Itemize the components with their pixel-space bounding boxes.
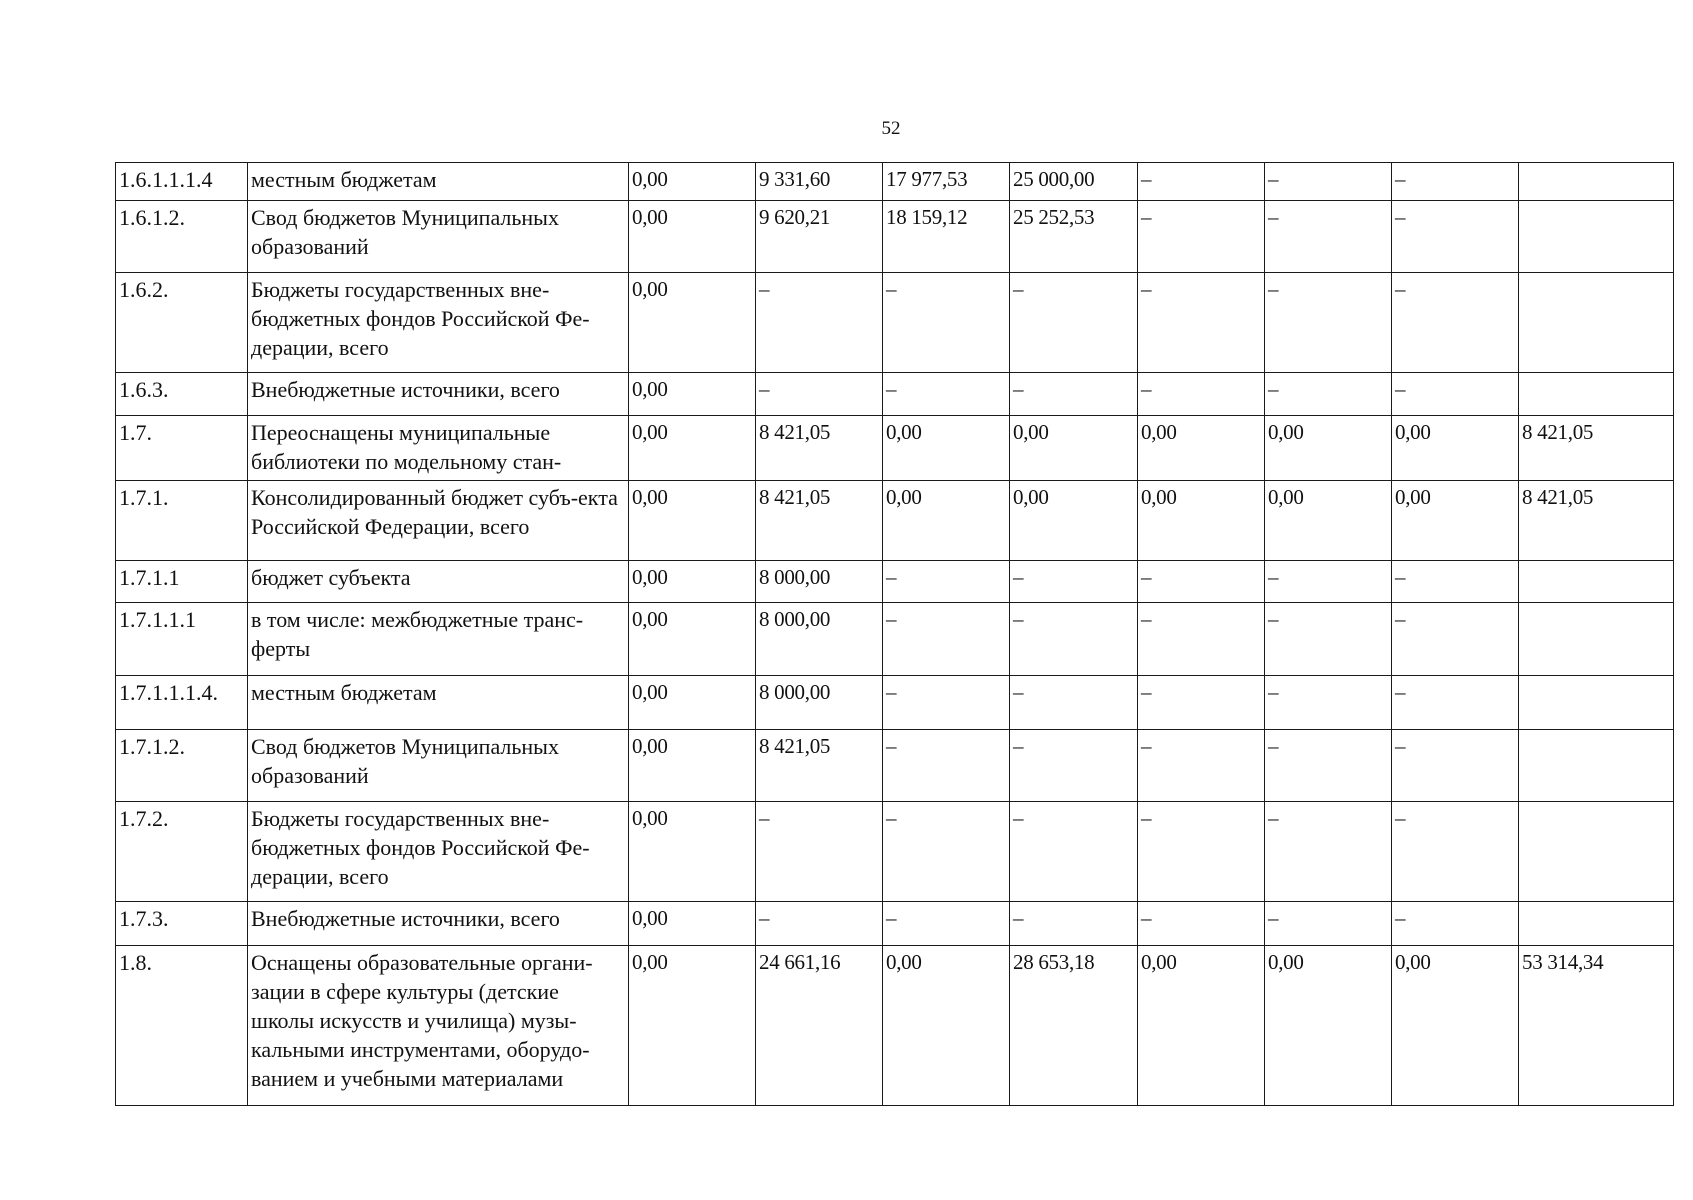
value-cell-col-6: – — [1265, 273, 1392, 373]
value-cell-col-2: 24 661,16 — [756, 946, 883, 1106]
value-cell-col-4: 25 252,53 — [1010, 201, 1138, 273]
value-cell-col-5: – — [1138, 603, 1265, 676]
value-cell-col-8 — [1519, 373, 1674, 416]
value-cell-col-6: – — [1265, 603, 1392, 676]
value-cell-col-3: 17 977,53 — [883, 163, 1010, 201]
value-cell-col-3: – — [883, 561, 1010, 603]
row-description-cell: Оснащены образовательные органи-зации в сфере культуры (детские школы искусств и училища) музы-кальными инструментами, оборудо-ванием и учебными материалами — [248, 946, 629, 1106]
value-cell-col-4: – — [1010, 676, 1138, 730]
value-cell-col-6: 0,00 — [1265, 416, 1392, 481]
table-row — [116, 373, 1674, 416]
value-cell-col-2: 8 421,05 — [756, 481, 883, 561]
value-cell-col-3: 0,00 — [883, 946, 1010, 1106]
value-cell-col-7: 0,00 — [1392, 481, 1519, 561]
value-cell-col-2: 8 421,05 — [756, 730, 883, 802]
value-cell-col-1: 0,00 — [629, 561, 756, 603]
value-cell-col-2: – — [756, 373, 883, 416]
row-code-cell: 1.7. — [116, 416, 248, 481]
value-cell-col-3: – — [883, 273, 1010, 373]
value-cell-col-4: – — [1010, 802, 1138, 902]
value-cell-col-8 — [1519, 201, 1674, 273]
value-cell-col-2: – — [756, 273, 883, 373]
row-code-cell: 1.6.3. — [116, 373, 248, 416]
value-cell-col-7: – — [1392, 902, 1519, 946]
value-cell-col-7: 0,00 — [1392, 946, 1519, 1106]
value-cell-col-8 — [1519, 561, 1674, 603]
value-cell-col-5: – — [1138, 730, 1265, 802]
value-cell-col-5: – — [1138, 273, 1265, 373]
value-cell-col-4: 28 653,18 — [1010, 946, 1138, 1106]
value-cell-col-3: – — [883, 730, 1010, 802]
value-cell-col-2: 8 000,00 — [756, 561, 883, 603]
value-cell-col-7: – — [1392, 273, 1519, 373]
value-cell-col-3: 18 159,12 — [883, 201, 1010, 273]
value-cell-col-1: 0,00 — [629, 416, 756, 481]
value-cell-col-1: 0,00 — [629, 373, 756, 416]
row-description-cell: местным бюджетам — [248, 676, 629, 730]
value-cell-col-3: – — [883, 603, 1010, 676]
value-cell-col-8 — [1519, 273, 1674, 373]
value-cell-col-2: – — [756, 802, 883, 902]
value-cell-col-2: 9 331,60 — [756, 163, 883, 201]
value-cell-col-8 — [1519, 163, 1674, 201]
row-description-cell: Внебюджетные источники, всего — [248, 902, 629, 946]
value-cell-col-5: – — [1138, 902, 1265, 946]
row-code-cell: 1.8. — [116, 946, 248, 1106]
table-row — [116, 802, 1674, 902]
value-cell-col-1: 0,00 — [629, 730, 756, 802]
value-cell-col-3: 0,00 — [883, 481, 1010, 561]
table-row — [116, 603, 1674, 676]
value-cell-col-7: 0,00 — [1392, 416, 1519, 481]
value-cell-col-6: – — [1265, 730, 1392, 802]
row-description-cell: Внебюджетные источники, всего — [248, 373, 629, 416]
row-description-cell: Бюджеты государственных вне-бюджетных фондов Российской Фе-дерации, всего — [248, 802, 629, 902]
value-cell-col-8 — [1519, 802, 1674, 902]
value-cell-col-4: – — [1010, 561, 1138, 603]
table-row — [116, 676, 1674, 730]
row-description-cell: Бюджеты государственных вне-бюджетных фондов Российской Фе-дерации, всего — [248, 273, 629, 373]
value-cell-col-8 — [1519, 902, 1674, 946]
value-cell-col-1: 0,00 — [629, 273, 756, 373]
value-cell-col-2: 8 000,00 — [756, 676, 883, 730]
row-code-cell: 1.7.1. — [116, 481, 248, 561]
table-body — [116, 163, 1674, 1106]
value-cell-col-2: 8 000,00 — [756, 603, 883, 676]
table-row — [116, 481, 1674, 561]
value-cell-col-8 — [1519, 676, 1674, 730]
value-cell-col-2: 8 421,05 — [756, 416, 883, 481]
value-cell-col-2: – — [756, 902, 883, 946]
value-cell-col-1: 0,00 — [629, 902, 756, 946]
value-cell-col-6: – — [1265, 163, 1392, 201]
value-cell-col-5: – — [1138, 201, 1265, 273]
value-cell-col-7: – — [1392, 676, 1519, 730]
value-cell-col-8 — [1519, 603, 1674, 676]
row-code-cell: 1.6.1.2. — [116, 201, 248, 273]
value-cell-col-1: 0,00 — [629, 603, 756, 676]
value-cell-col-7: – — [1392, 802, 1519, 902]
row-description-cell: Переоснащены муниципальные библиотеки по модельному стан- — [248, 416, 629, 481]
value-cell-col-1: 0,00 — [629, 201, 756, 273]
value-cell-col-4: – — [1010, 730, 1138, 802]
value-cell-col-1: 0,00 — [629, 802, 756, 902]
value-cell-col-8: 53 314,34 — [1519, 946, 1674, 1106]
value-cell-col-6: 0,00 — [1265, 481, 1392, 561]
table-row — [116, 163, 1674, 201]
value-cell-col-5: – — [1138, 373, 1265, 416]
value-cell-col-5: – — [1138, 676, 1265, 730]
table-row — [116, 902, 1674, 946]
value-cell-col-6: – — [1265, 902, 1392, 946]
value-cell-col-1: 0,00 — [629, 946, 756, 1106]
table-row — [116, 416, 1674, 481]
row-code-cell: 1.7.1.1.1 — [116, 603, 248, 676]
value-cell-col-7: – — [1392, 201, 1519, 273]
value-cell-col-5: – — [1138, 561, 1265, 603]
value-cell-col-1: 0,00 — [629, 676, 756, 730]
value-cell-col-8 — [1519, 730, 1674, 802]
row-code-cell: 1.6.1.1.1.4 — [116, 163, 248, 201]
row-description-cell: местным бюджетам — [248, 163, 629, 201]
row-code-cell: 1.7.1.1 — [116, 561, 248, 603]
value-cell-col-5: 0,00 — [1138, 481, 1265, 561]
value-cell-col-4: 0,00 — [1010, 416, 1138, 481]
value-cell-col-4: 25 000,00 — [1010, 163, 1138, 201]
value-cell-col-4: – — [1010, 373, 1138, 416]
value-cell-col-3: – — [883, 373, 1010, 416]
value-cell-col-6: – — [1265, 561, 1392, 603]
row-description-cell: Свод бюджетов Муниципальных образований — [248, 730, 629, 802]
value-cell-col-4: – — [1010, 603, 1138, 676]
table-row — [116, 561, 1674, 603]
value-cell-col-7: – — [1392, 561, 1519, 603]
value-cell-col-6: – — [1265, 676, 1392, 730]
value-cell-col-6: – — [1265, 802, 1392, 902]
value-cell-col-8: 8 421,05 — [1519, 481, 1674, 561]
value-cell-col-4: 0,00 — [1010, 481, 1138, 561]
value-cell-col-7: – — [1392, 730, 1519, 802]
row-code-cell: 1.7.2. — [116, 802, 248, 902]
row-code-cell: 1.7.1.2. — [116, 730, 248, 802]
value-cell-col-5: 0,00 — [1138, 416, 1265, 481]
value-cell-col-5: 0,00 — [1138, 946, 1265, 1106]
table-row — [116, 201, 1674, 273]
value-cell-col-5: – — [1138, 163, 1265, 201]
value-cell-col-3: 0,00 — [883, 416, 1010, 481]
value-cell-col-4: – — [1010, 273, 1138, 373]
row-code-cell: 1.7.3. — [116, 902, 248, 946]
value-cell-col-7: – — [1392, 373, 1519, 416]
value-cell-col-7: – — [1392, 163, 1519, 201]
value-cell-col-4: – — [1010, 902, 1138, 946]
value-cell-col-1: 0,00 — [629, 481, 756, 561]
table-row — [116, 946, 1674, 1106]
value-cell-col-6: 0,00 — [1265, 946, 1392, 1106]
value-cell-col-1: 0,00 — [629, 163, 756, 201]
table-row — [116, 273, 1674, 373]
row-code-cell: 1.7.1.1.1.4. — [116, 676, 248, 730]
row-description-cell: в том числе: межбюджетные транс-ферты — [248, 603, 629, 676]
row-description-cell: Свод бюджетов Муниципальных образований — [248, 201, 629, 273]
row-description-cell: Консолидированный бюджет субъ-екта Российской Федерации, всего — [248, 481, 629, 561]
row-description-cell: бюджет субъекта — [248, 561, 629, 603]
value-cell-col-6: – — [1265, 201, 1392, 273]
value-cell-col-3: – — [883, 802, 1010, 902]
row-code-cell: 1.6.2. — [116, 273, 248, 373]
page-number: 52 — [881, 118, 901, 139]
value-cell-col-5: – — [1138, 802, 1265, 902]
value-cell-col-7: – — [1392, 603, 1519, 676]
value-cell-col-3: – — [883, 902, 1010, 946]
value-cell-col-8: 8 421,05 — [1519, 416, 1674, 481]
value-cell-col-3: – — [883, 676, 1010, 730]
table-row — [116, 730, 1674, 802]
budget-table — [115, 162, 1674, 1106]
value-cell-col-2: 9 620,21 — [756, 201, 883, 273]
value-cell-col-6: – — [1265, 373, 1392, 416]
